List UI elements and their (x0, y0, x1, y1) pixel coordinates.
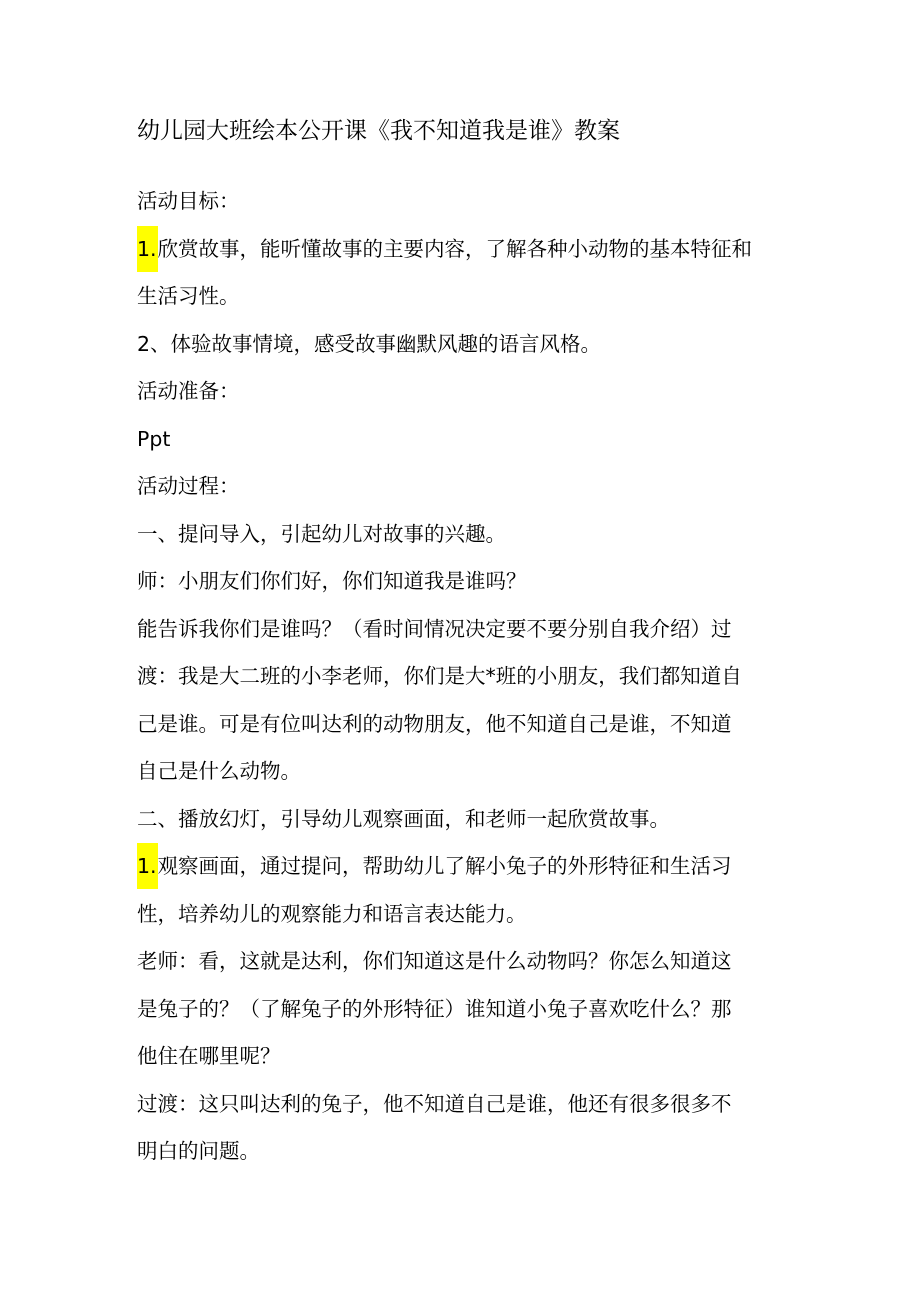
document-line (137, 368, 787, 414)
document-content (137, 108, 787, 1176)
line-text: 二、播放幻灯，引导幼儿观察画面，和老师一起欣赏故事。 (137, 806, 670, 831)
document-line (137, 1081, 787, 1127)
document-line (137, 558, 787, 604)
document-line (137, 273, 787, 319)
line-text: 欣赏故事，能听懂故事的主要内容，了解各种小动物的基本特征和 (157, 236, 753, 261)
line-text: 能告诉我你们是谁吗？（看时间情况决定要不要分别自我介绍）过 (137, 616, 732, 641)
line-text: Ppt (137, 426, 171, 451)
document-title: 幼儿园大班绘本公开课《我不知道我是谁》教案 (137, 118, 620, 144)
line-text: 观察画面，通过提问，帮助幼儿了解小兔子的外形特征和生活习 (157, 854, 732, 878)
line-text: 老师：看，这就是达利，你们知道这是什么动物吗？你怎么知道这 (137, 949, 732, 973)
document-line (137, 1128, 787, 1174)
line-text: 生活习性。 (137, 284, 240, 308)
line-text: 他住在哪里呢？ (137, 1044, 281, 1068)
line-text: 性，培养幼儿的观察能力和语言表达能力。 (137, 901, 527, 926)
line-text: 一、提问导入，引起幼儿对故事的兴趣。 (137, 521, 506, 546)
document-line (137, 843, 787, 889)
document-line (137, 226, 787, 272)
highlighted-list-number: 1. (137, 843, 158, 889)
line-text: 2、体验故事情境，感受故事幽默风趣的语言风格。 (137, 331, 602, 356)
line-text: 渡：我是大二班的小李老师，你们是大*班的小朋友，我们都知道自 (137, 664, 742, 688)
document-line (137, 891, 787, 937)
document-line (137, 938, 787, 984)
line-text: 活动过程： (137, 474, 240, 498)
line-text: 活动准备： (137, 379, 240, 403)
document-line (137, 653, 787, 699)
document-body (137, 178, 787, 1174)
line-text: 过渡：这只叫达利的兔子，他不知道自己是谁，他还有很多很多不 (137, 1091, 732, 1116)
document-line (137, 1033, 787, 1079)
document-line (137, 416, 787, 462)
document-line (137, 511, 787, 557)
document-line (137, 986, 787, 1032)
line-text: 师：小朋友们你们好，你们知道我是谁吗？ (137, 569, 527, 593)
line-text: 自己是什么动物。 (137, 759, 301, 783)
document-line (137, 748, 787, 794)
document-line (137, 178, 787, 224)
document-line (137, 796, 787, 842)
document-line (137, 606, 787, 652)
line-text: 活动目标： (137, 189, 240, 213)
document-line (137, 463, 787, 509)
line-text: 己是谁。可是有位叫达利的动物朋友，他不知道自己是谁，不知道 (137, 711, 732, 736)
line-text: 是兔子的？（了解兔子的外形特征）谁知道小兔子喜欢吃什么？那 (137, 996, 732, 1021)
line-text: 明白的问题。 (137, 1139, 260, 1163)
highlighted-list-number: 1. (137, 226, 158, 272)
document-line (137, 701, 787, 747)
document-line (137, 321, 787, 367)
